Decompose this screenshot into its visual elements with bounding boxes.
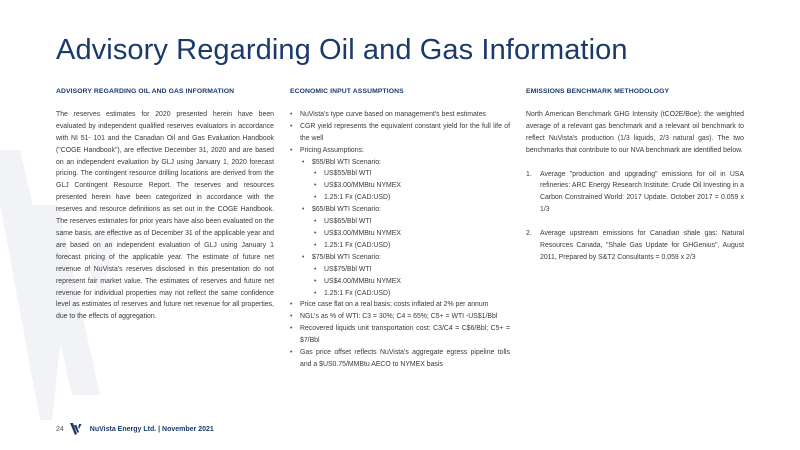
page-title: Advisory Regarding Oil and Gas Information bbox=[56, 34, 628, 66]
list-item: • Price case flat on a real basis; costs inflated at 2% per annum bbox=[290, 299, 510, 311]
economic-assumptions-heading: ECONOMIC INPUT ASSUMPTIONS bbox=[290, 88, 404, 95]
economic-assumptions-list bbox=[290, 109, 510, 371]
list-item-number: 1. bbox=[526, 170, 532, 178]
footer bbox=[56, 423, 214, 435]
list-item: • Pricing Assumptions: bbox=[290, 145, 510, 157]
list-item-text: Average upstream emissions for Canadian shale gas: Natural Resources Canada, "Shale Gas Update for GHGenius", August 2011, Prepared by S&T2 Consultants = 0.059 x 2/3 bbox=[540, 230, 744, 261]
scenario-subitem: • 1.25:1 Fx (CAD:USD) bbox=[290, 192, 510, 204]
scenario-item: • $75/Bbl WTI Scenario: bbox=[290, 252, 510, 264]
page-number: 24 bbox=[56, 425, 64, 433]
emissions-methodology-intro: North American Benchmark GHG Intensity (tCO2E/Boe): the weighted average of a relevant gas benchmark and a relevant oil benchmark to reflect NuVista's production (1/3 liquids, 2/3 natural gas). The two benchmarks that contribute to our NVA benchmark are identified below. bbox=[526, 110, 744, 154]
scenario-subitem: • US$75/Bbl WTI bbox=[290, 264, 510, 276]
oil-gas-advisory-body: The reserves estimates for 2020 presented herein have been evaluated by independent qualified reserves evaluators in accordance with NI 51- 101 and the Canadian Oil and Gas Evaluation Handbook ("COGE Handbook"), are effective December 31, 2020 and are based on an independent evaluation by GLJ using January 1, 2020 forecast pricing. The contingent resource drilling locations are derived from the GLJ Contingent Resource Report. The reserves and resources presented herein have been categorized in accordance with the reserves and resource definitions as set out in the COGE Handbook. The reserves estimates for prior years have also been evaluated on the same basis, are effective as of December 31 of the applicable year and are based on an independent evaluation of GLJ using January 1 forecast pricing of the applicable year. The estimate of future net revenue of NuVista's reserves disclosed in this presentation do not represent fair market value. The estimates of reserves and future net revenue for individual properties may not reflect the same confidence level as estimates of reserves and future net revenue for all properties, due to the effects of aggregation. bbox=[56, 110, 274, 321]
oil-gas-advisory-column bbox=[56, 86, 274, 323]
list-item bbox=[526, 169, 744, 217]
scenario-subitem: • 1.25:1 Fx (CAD:USD) bbox=[290, 240, 510, 252]
oil-gas-advisory-heading: ADVISORY REGARDING OIL AND GAS INFORMATION bbox=[56, 88, 235, 95]
scenario-subitem: • 1.25:1 Fx (CAD:USD) bbox=[290, 288, 510, 300]
scenario-item: • $65/Bbl WTI Scenario: bbox=[290, 204, 510, 216]
scenario-subitem: • US$3.00/MMBtu NYMEX bbox=[290, 228, 510, 240]
scenario-subitem: • US$65/Bbl WTI bbox=[290, 216, 510, 228]
scenario-subitem: • US$4.00/MMBtu NYMEX bbox=[290, 276, 510, 288]
scenario-subitem: • US$55/Bbl WTI bbox=[290, 168, 510, 180]
list-item: • Recovered liquids unit transportation cost: C3/C4 = C$6/Bbl; C5+ = $7/Bbl bbox=[290, 323, 510, 347]
economic-assumptions-column bbox=[290, 86, 510, 371]
list-item bbox=[526, 228, 744, 264]
nuvista-logo-icon bbox=[70, 423, 84, 435]
emissions-methodology-column bbox=[526, 86, 744, 276]
list-item-text: Average "production and upgrading" emissions for oil in USA refineries: ARC Energy Research Institute: Crude Oil Investing in a Carbon Constrained World: 2017 Update. October 2017 = 0.059 x 1/3 bbox=[540, 170, 744, 214]
list-item: • NGL's as % of WTI: C3 = 30%; C4 = 65%; C5+ = WTI -US$1/Bbl bbox=[290, 311, 510, 323]
scenario-subitem: • US$3.00/MMBtu NYMEX bbox=[290, 180, 510, 192]
list-item: • Gas price offset reflects NuVista's aggregate egress pipeline tolls and a $US0.75/MMBtu AECO to NYMEX basis bbox=[290, 347, 510, 371]
emissions-benchmark-list bbox=[526, 169, 744, 264]
list-item: • CGR yield represents the equivalent constant yield for the full life of the well bbox=[290, 121, 510, 145]
list-item: • NuVista's type curve based on management's best estimates bbox=[290, 109, 510, 121]
list-item-number: 2. bbox=[526, 230, 532, 238]
emissions-methodology-heading: EMISSIONS BENCHMARK METHODOLOGY bbox=[526, 88, 670, 95]
footer-company-date: NuVista Energy Ltd. | November 2021 bbox=[89, 425, 214, 433]
scenario-item: • $55/Bbl WTI Scenario: bbox=[290, 157, 510, 169]
